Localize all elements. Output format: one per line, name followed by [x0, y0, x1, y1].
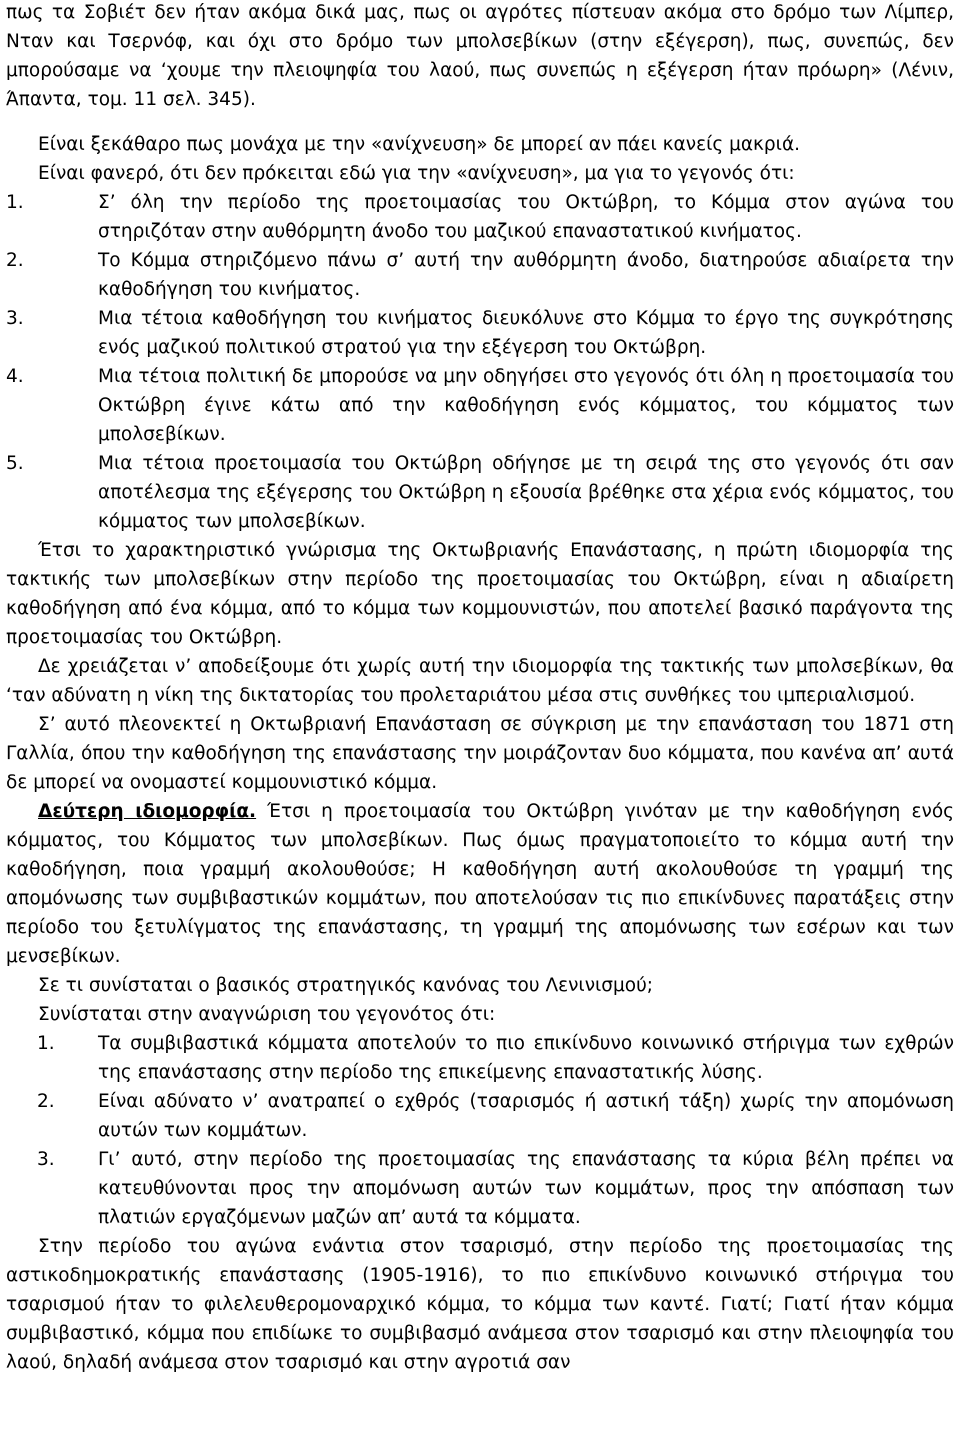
list-item-text: Το Κόμμα στηριζόμενο πάνω σ’ αυτή την αυθόρμητη άνοδο, διατηρούσε αδιαίρετα την καθοδήγηση του κινήματος. [98, 250, 954, 300]
paragraph-continuation: πως τα Σοβιέτ δεν ήταν ακόμα δικά μας, πως οι αγρότες πίστευαν ακόμα στο δρόμο των Λίμπερ, Νταν και Τσερνόφ, και όχι στο δρόμο των μπολσεβίκων (στην εξέγερση), πως, συνεπώς, δεν μπορούσαμε να ‘χουμε την πλειοψηφία του λαού, πως συνεπώς η εξέγερση ήταν πρόωρη» (Λένιν, Άπαντα, τομ. 11 σελ. 345). [6, 2, 954, 110]
list-item-text: Γι’ αυτό, στην περίοδο της προετοιμασίας της επανάστασης τα κύρια βέλη πρέπει να κατευθύνονται προς την απομόνωση αυτών των κομμάτων, προς την απόσπαση των πλατιών εργαζόμενων μαζών απ’ αυτά τα κόμματα. [98, 1149, 954, 1228]
paragraph-no-need-to-prove: Δε χρειάζεται ν’ αποδείξουμε ότι χωρίς αυτή την ιδιομορφία της τακτικής των μπολσεβίκων, θα ‘ταν αδύνατη η νίκη της δικτατορίας του προλεταριάτου μέσα στις συνθήκες του ιμπεριαλισμού. [6, 656, 954, 706]
list-item-number: 1. [6, 192, 24, 213]
list-item-text: Μια τέτοια καθοδήγηση του κινήματος διευκόλυνε στο Κόμμα το έργο της συγκρότησης ενός μαζικού πολιτικού στρατού για την εξέγερση του Οκτώβρη. [98, 308, 954, 358]
paragraph-second-feature [6, 797, 954, 971]
list-item-number: 4. [6, 366, 24, 387]
list-item [6, 246, 954, 304]
list-item-number: 2. [6, 250, 24, 271]
list-item-text: Σ’ όλη την περίοδο της προετοιμασίας του Οκτώβρη, το Κόμμα στον αγώνα του στηριζόταν στην αυθόρμητη άνοδο του μαζικού επαναστατικού κινήματος. [98, 192, 954, 242]
list-item [6, 1029, 954, 1087]
paragraph-text: Έτσι η προετοιμασία του Οκτώβρη γινόταν με την καθοδήγηση ενός κόμματος, του Κόμματος των μπολσεβίκων. Πως όμως πραγματοποιείτο το κόμμα αυτή την καθοδήγηση, ποια γραμμή ακολουθούσε; Η καθοδήγηση αυτή ακολουθούσε τη γραμμή της απομόνωσης των συμβιβαστικών κομμάτων, που αποτελούσαν τις πιο επικίνδυνες παρατάξεις στην περίοδο του ξετυλίγματος της επανάστασης, τη γραμμή της απομόνωσης των εσέρων και των μενσεβίκων. [6, 801, 954, 967]
paragraph-question: Σε τι συνίσταται ο βασικός στρατηγικός κανόνας του Λενινισμού; [38, 975, 654, 996]
list-item [6, 1145, 954, 1232]
paragraph-answer-intro: Συνίσταται στην αναγνώριση του γεγονότος ότι: [38, 1004, 496, 1025]
list-item-number: 5. [6, 453, 24, 474]
list-item [6, 188, 954, 246]
list-item-text: Μια τέτοια πολιτική δε μπορούσε να μην οδηγήσει στο γεγονός ότι όλη η προετοιμασία του Οκτώβρη έγινε κάτω από την καθοδήγηση ενός κόμματος, του κόμματος των μπολσεβίκων. [98, 366, 954, 445]
list-item-number: 1. [37, 1033, 55, 1054]
list-item [6, 1087, 954, 1145]
paragraph-comparison-1871: Σ’ αυτό πλεονεκτεί η Οκτωβριανή Επανάσταση σε σύγκριση με την επανάσταση του 1871 στη Γαλλία, όπου την καθοδήγηση της επανάστασης την μοιράζονταν δυο κόμματα, που κανένα απ’ αυτά δε μπορεί να ονομαστεί κομμουνιστικό κόμμα. [6, 714, 954, 793]
section-heading: Δεύτερη ιδιομορφία. [38, 801, 257, 822]
list-item [6, 362, 954, 449]
numbered-list-strategic-rule [6, 1029, 954, 1232]
paragraph-obvious: Είναι φανερό, ότι δεν πρόκειται εδώ για την «ανίχνευση», μα για το γεγονός ότι: [38, 163, 795, 184]
paragraph-first-feature: Έτσι το χαρακτηριστικό γνώρισμα της Οκτωβριανής Επανάστασης, η πρώτη ιδιομορφία της τακτικής των μπολσεβίκων στην περίοδο της προετοιμασίας του Οκτώβρη, είναι η αδιαίρετη καθοδήγηση από ένα κόμμα, από το κόμμα των κομμουνιστών, που αποτελεί βασικό παράγοντα της προετοιμασίας του Οκτώβρη. [6, 540, 954, 648]
list-item-number: 3. [6, 308, 24, 329]
list-item-text: Είναι αδύνατο ν’ ανατραπεί ο εχθρός (τσαρισμός ή αστική τάξη) χωρίς την απομόνωση αυτών των κομμάτων. [98, 1091, 954, 1141]
list-item-text: Μια τέτοια προετοιμασία του Οκτώβρη οδήγησε με τη σειρά της στο γεγονός ότι σαν αποτέλεσμα της εξέγερσης του Οκτώβρη η εξουσία βρέθηκε στα χέρια ενός κόμματος, του κόμματος των μπολσεβίκων. [98, 453, 954, 532]
list-item [6, 449, 954, 536]
paragraph-struggle-against-tsarism: Στην περίοδο του αγώνα ενάντια στον τσαρισμό, στην περίοδο της προετοιμασίας της αστικοδημοκρατικής επανάστασης (1905-1916), το πιο επικίνδυνο κοινωνικό στήριγμα του τσαρισμού ήταν το φιλελευθερομοναρχικό κόμμα, το κόμμα των καντέ. Γιατί; Γιατί ήταν κόμμα συμβιβαστικό, κόμμα που επιδίωκε το συμβιβασμό ανάμεσα στον τσαρισμό και στην πλειοψηφία του λαού, δηλαδή ανάμεσα στον τσαρισμό και στην αγροτιά σαν [6, 1236, 954, 1373]
paragraph-reconnaissance: Είναι ξεκάθαρο πως μονάχα με την «ανίχνευση» δε μπορεί αν πάει κανείς μακριά. [38, 134, 801, 155]
list-item [6, 304, 954, 362]
list-item-number: 3. [37, 1149, 55, 1170]
list-item-text: Τα συμβιβαστικά κόμματα αποτελούν το πιο επικίνδυνο κοινωνικό στήριγμα των εχθρών της επανάστασης στην περίοδο της επικείμενης επαναστατικής λύσης. [98, 1033, 954, 1083]
list-item-number: 2. [37, 1091, 55, 1112]
numbered-list-facts [6, 188, 954, 536]
